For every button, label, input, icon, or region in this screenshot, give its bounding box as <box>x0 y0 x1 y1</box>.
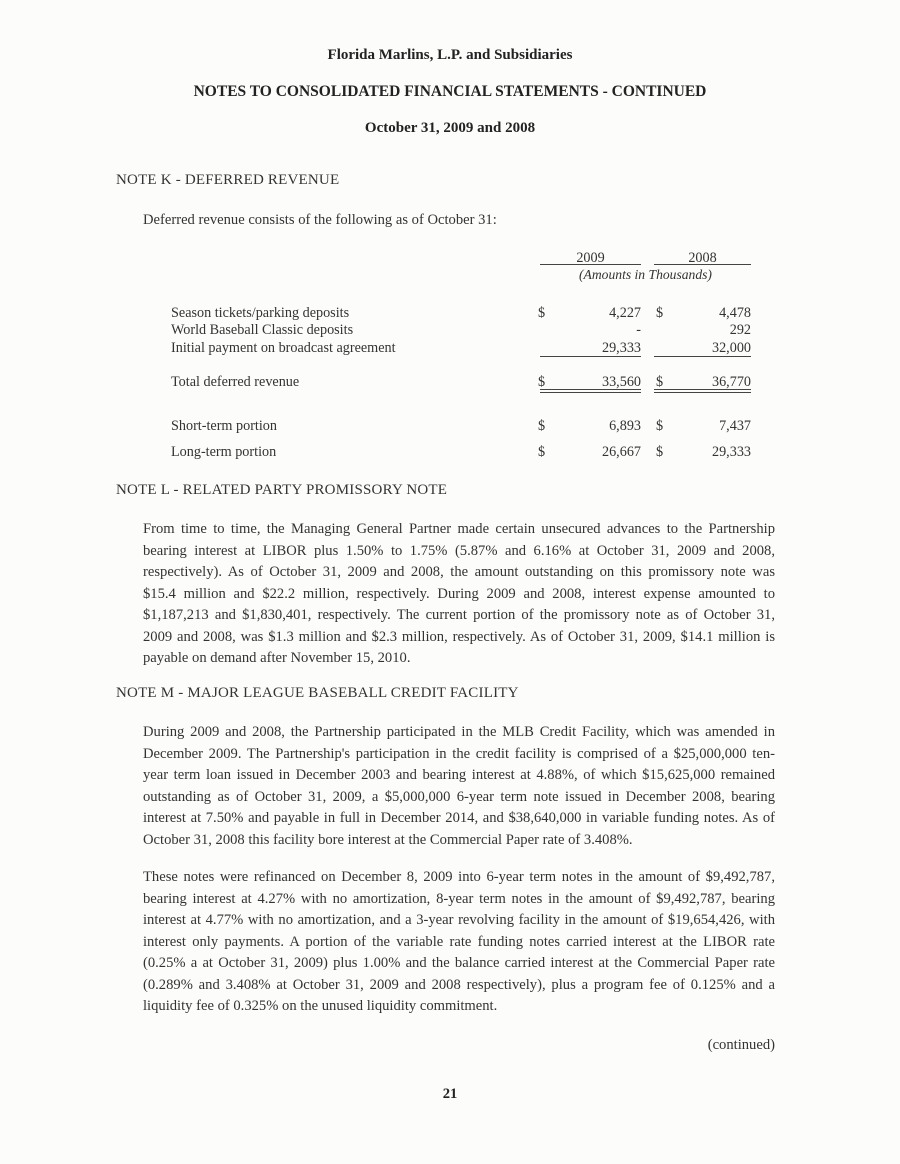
long-term-value-2009: 26,667 <box>601 444 641 460</box>
paragraph-line: bearing interest at 4.27% with no amortization, 8-year term notes in the amount of $9,492,787, bearing <box>143 890 775 907</box>
total-value-2008: 36,770 <box>711 374 751 390</box>
note-l-paragraph <box>143 519 775 670</box>
statement-date: October 31, 2009 and 2008 <box>364 120 536 136</box>
row-value-2008: 292 <box>729 322 751 338</box>
note-m-paragraph-2 <box>143 867 775 1018</box>
paragraph-line: outstanding as of October 31, 2009, a $5,000,000 6-year term note issued in December 2008, bearing <box>143 788 775 805</box>
short-term-currency-2009: $ <box>538 418 546 434</box>
note-k-intro: Deferred revenue consists of the following as of October 31: <box>143 212 497 228</box>
col-header-2008: 2008 <box>688 250 717 266</box>
long-term-value-2008: 29,333 <box>711 444 751 460</box>
long-term-currency-2009: $ <box>538 444 546 460</box>
paragraph-line: 2009 and 2008, was $1.3 million and $2.3 million, respectively. As of October 31, 2009, $14.1 million is <box>143 628 775 645</box>
note-k-title: NOTE K - DEFERRED REVENUE <box>116 172 340 188</box>
row-value-2009: 29,333 <box>601 340 641 356</box>
subtotal-rule-2008 <box>654 356 751 357</box>
paragraph-line: respectively). As of October 31, 2009 and 2008, the amount outstanding on this promissory note was <box>143 564 775 580</box>
row-value-2008: 4,478 <box>719 305 751 321</box>
total-value-2009: 33,560 <box>601 374 641 390</box>
units-caption: (Amounts in Thousands) <box>579 267 712 282</box>
total-label: Total deferred revenue <box>171 374 300 390</box>
row-value-2009: 4,227 <box>609 305 641 321</box>
paragraph-line: October 31, 2008 this facility bore interest at the Commercial Paper rate of 3.408%. <box>143 831 633 848</box>
paragraph-line: interest at 7.50% and payable in full in December 2014, and $38,640,000 in variable funding notes. As of <box>143 810 775 826</box>
row-label-wbc-deposits: World Baseball Classic deposits <box>171 322 354 338</box>
short-term-label: Short-term portion <box>171 418 277 434</box>
paragraph-line: December 2009. The Partnership's participation in the credit facility is comprised of a $25,000,000 ten- <box>143 745 775 762</box>
paragraph-line: $15.4 million and $22.2 million, respectively. During 2009 and 2008, interest expense amounted to <box>143 585 775 602</box>
paragraph-line: liquidity fee of 0.325% on the unused liquidity commitment. <box>143 998 498 1014</box>
row-value-2009: - <box>636 322 641 338</box>
paragraph-line: bearing interest at LIBOR plus 1.50% to 1.75% (5.87% and 6.16% at October 31, 2009 and 2008, <box>143 542 775 559</box>
paragraph-line: These notes were refinanced on December 8, 2009 into 6-year term notes in the amount of $9,492,787, <box>143 869 775 885</box>
total-currency-2008: $ <box>656 374 664 390</box>
paragraph-line: interest only payments. A portion of the variable rate funding notes carried interest at the LIBOR rate <box>143 933 775 950</box>
total-double-rule-2009 <box>540 389 641 393</box>
note-m-paragraph-1 <box>143 722 775 851</box>
long-term-currency-2008: $ <box>656 444 664 460</box>
short-term-value-2008: 7,437 <box>719 418 751 434</box>
row-currency-2009: $ <box>538 305 546 321</box>
paragraph-line: year term loan issued in December 2003 and bearing interest at 4.88%, of which $15,625,000 remained <box>143 767 775 783</box>
long-term-label: Long-term portion <box>171 444 277 460</box>
company-name: Florida Marlins, L.P. and Subsidiaries <box>327 47 573 63</box>
row-label-broadcast-payment: Initial payment on broadcast agreement <box>171 340 396 356</box>
paragraph-line: (0.289% and 3.408% at October 31, 2009 and 2008 respectively), plus a program fee of 0.125% and a <box>143 976 775 993</box>
short-term-value-2009: 6,893 <box>609 418 641 434</box>
paragraph-line: From time to time, the Managing General Partner made certain unsecured advances to the Partnership <box>143 521 775 537</box>
paragraph-line: During 2009 and 2008, the Partnership participated in the MLB Credit Facility, which was amended in <box>143 724 775 740</box>
paragraph-line: interest at 4.77% with no amortization, and a 3-year revolving facility in the amount of $19,654,426, with <box>143 912 775 928</box>
total-double-rule-2008 <box>654 389 751 393</box>
paragraph-line: (0.25% a at October 31, 2009) plus 1.00% and the balance carried interest at the Commercial Paper rate <box>143 955 775 971</box>
row-value-2008: 32,000 <box>711 340 751 356</box>
col-header-2009: 2009 <box>576 250 605 266</box>
page-number: 21 <box>442 1086 458 1102</box>
continued-label: (continued) <box>707 1037 775 1053</box>
paragraph-line: $1,187,213 and $1,830,401, respectively. The current portion of the promissory note as of October 31, <box>143 607 775 623</box>
row-currency-2008: $ <box>656 305 664 321</box>
short-term-currency-2008: $ <box>656 418 664 434</box>
total-currency-2009: $ <box>538 374 546 390</box>
row-label-season-tickets: Season tickets/parking deposits <box>171 305 350 321</box>
document-title: NOTES TO CONSOLIDATED FINANCIAL STATEMENTS - CONTINUED <box>193 83 707 100</box>
note-m-title: NOTE M - MAJOR LEAGUE BASEBALL CREDIT FACILITY <box>116 685 519 701</box>
paragraph-line: payable on demand after November 15, 2010. <box>143 650 411 666</box>
subtotal-rule-2009 <box>540 356 641 357</box>
note-l-title: NOTE L - RELATED PARTY PROMISSORY NOTE <box>116 482 448 498</box>
